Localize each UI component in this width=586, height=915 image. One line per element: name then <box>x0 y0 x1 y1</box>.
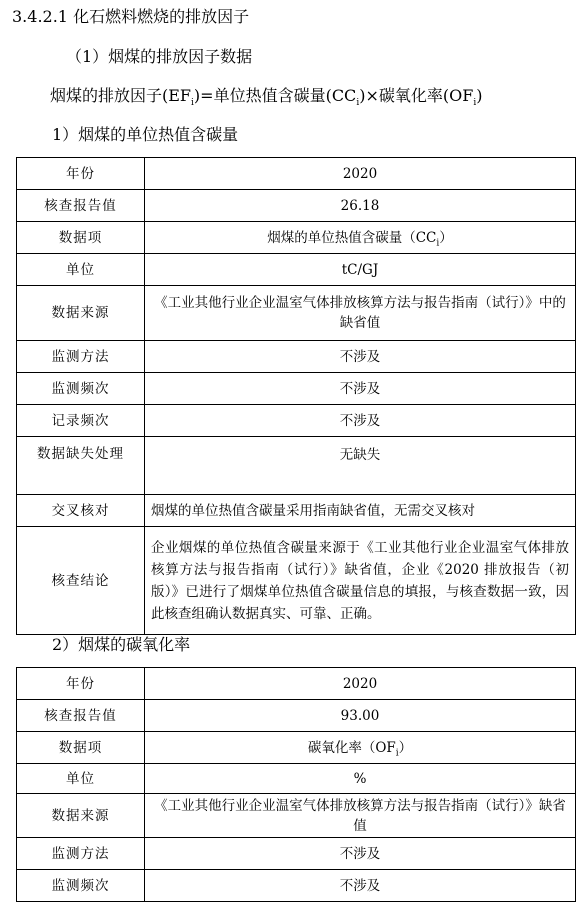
table-row <box>17 286 576 341</box>
row-value: 26.18 <box>145 190 576 222</box>
row-label: 单位 <box>17 254 145 286</box>
table-row <box>17 158 576 190</box>
row-value: 2020 <box>145 158 576 190</box>
row-value: 《工业其他行业企业温室气体排放核算方法与报告指南（试行）》中的缺省值 <box>145 286 576 341</box>
row-label: 年份 <box>17 668 145 700</box>
row-label: 监测频次 <box>17 870 145 902</box>
table-row <box>17 527 576 635</box>
table-row <box>17 437 576 495</box>
row-value: 企业烟煤的单位热值含碳量来源于《工业其他行业企业温室气体排放核算方法与报告指南（试行）》缺省值，企业《2020 排放报告（初版）》已进行了烟煤单位热值含碳量信息的填报，与核查数据一致，因此核查组确认数据真实、可靠、正确。 <box>145 527 576 635</box>
row-label: 单位 <box>17 764 145 794</box>
table2-title: 2）烟煤的碳氧化率 <box>52 635 191 654</box>
table-row <box>17 870 576 902</box>
oxidation-rate-table <box>16 667 576 902</box>
row-value: 无缺失 <box>145 437 576 495</box>
carbon-content-table <box>16 157 576 635</box>
row-label: 核查报告值 <box>17 700 145 732</box>
table-row <box>17 190 576 222</box>
row-value: 烟煤的单位热值含碳量$(CC_i)$ <box>145 222 576 254</box>
row-value: 烟煤的单位热值含碳量采用指南缺省值，无需交叉核对 <box>145 495 576 527</box>
table-row <box>17 838 576 870</box>
table-row <box>17 700 576 732</box>
table-row <box>17 373 576 405</box>
row-label: 核查结论 <box>17 527 145 635</box>
row-value: 碳氧化率$(OF_i)$ <box>145 732 576 764</box>
row-label: 监测频次 <box>17 373 145 405</box>
row-value: 不涉及 <box>145 405 576 437</box>
table-row <box>17 668 576 700</box>
row-label: 数据项 <box>17 222 145 254</box>
table-row <box>17 732 576 764</box>
table-row <box>17 405 576 437</box>
table-row <box>17 341 576 373</box>
row-label: 数据项 <box>17 732 145 764</box>
row-label: 监测方法 <box>17 341 145 373</box>
row-value: 2020 <box>145 668 576 700</box>
emission-factor-formula: 烟煤的排放因子$(EF_i)=$单位热值含碳量$(CC_i)\times$碳氧化率$(OF_i)$ <box>50 86 483 109</box>
table1-title: 1）烟煤的单位热值含碳量 <box>52 125 239 144</box>
row-label: 数据缺失处理 <box>17 437 145 495</box>
section-heading: 3.4.2.1 化石燃料燃烧的排放因子 <box>12 7 250 26</box>
row-value: % <box>145 764 576 794</box>
row-value: 不涉及 <box>145 373 576 405</box>
subsection-heading: （1）烟煤的排放因子数据 <box>66 47 253 66</box>
row-value: 不涉及 <box>145 870 576 902</box>
row-value: tC/GJ <box>145 254 576 286</box>
row-label: 数据来源 <box>17 286 145 341</box>
table-row <box>17 222 576 254</box>
table-row <box>17 794 576 838</box>
row-value: 不涉及 <box>145 838 576 870</box>
row-label: 监测方法 <box>17 838 145 870</box>
row-label: 数据来源 <box>17 794 145 838</box>
row-value: 《工业其他行业企业温室气体排放核算方法与报告指南（试行）》缺省值 <box>145 794 576 838</box>
row-label: 记录频次 <box>17 405 145 437</box>
row-value: 93.00 <box>145 700 576 732</box>
row-label: 年份 <box>17 158 145 190</box>
table-row <box>17 254 576 286</box>
table-row <box>17 495 576 527</box>
row-label: 核查报告值 <box>17 190 145 222</box>
row-label: 交叉核对 <box>17 495 145 527</box>
row-value: 不涉及 <box>145 341 576 373</box>
table-row <box>17 764 576 794</box>
